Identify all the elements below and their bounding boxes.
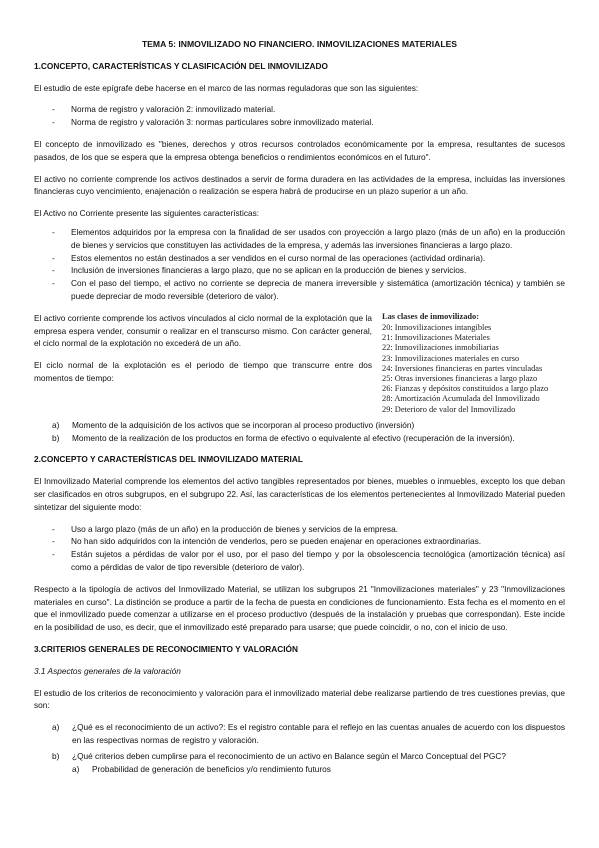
section-2-paragraph-1: El Inmovilizado Material comprende los elementos del activo tangibles representados por bienes, muebles o inmuebles, excepto los que deban ser clasificados en otros subgrupos, en el subgrupo 22. Así, las características de los elementos pertenecientes al Inmovilizado Material pueden sintetizar del siguiente modo:: [34, 476, 565, 512]
asset-class-item: 22: Inmovilizaciones inmobiliarias: [382, 343, 499, 353]
section-1-intro: El estudio de este epígrafe debe hacerse en el marco de las normas reguladoras que son las siguientes:: [34, 82, 419, 93]
characteristic-item: - Uso a largo plazo (más de un año) en la producción de bienes y servicios de la empresa.: [34, 523, 565, 536]
moment-text: Momento de la realización de los productos en forma de efectivo o equivalente al efectivo (recuperación de la inversión).: [72, 432, 515, 443]
characteristic-item: - Elementos adquiridos por la empresa con la finalidad de ser usados con proyección a largo plazo (más de un año) en la producción de bienes y servicios que constituyen las actividades de la empresa, y además las inversiones financieras a largo plazo.: [34, 226, 565, 252]
characteristics-list: [34, 226, 565, 303]
list-marker: b): [52, 750, 60, 761]
moment-text: Momento de la adquisición de los activos que se incorporan al proceso productivo (inversión): [72, 419, 415, 430]
non-current-asset-paragraph: El activo no corriente comprende los activos destinados a servir de forma duradera en las actividades de la empresa, incluidas las inversiones financieras cuyo vencimiento, enajenación o realización se espera habrá de producirse en un plazo superior a un año.: [34, 173, 565, 197]
moments-list: [34, 419, 565, 445]
asset-class-item: 28: Amortización Acumulada del Inmovilizado: [382, 394, 540, 404]
list-marker: b): [52, 432, 60, 443]
list-marker: a): [72, 763, 80, 774]
section-1-heading: 1.CONCEPTO, CARACTERÍSTICAS Y CLASIFICACIÓN DEL INMOVILIZADO: [34, 60, 328, 71]
characteristic-item: - Inclusión de inversiones financieras a largo plazo, que no se aplican en la producción de bienes y servicios.: [34, 264, 565, 277]
page-title: TEMA 5: INMOVILIZADO NO FINANCIERO. INMOVILIZACIONES MATERIALES: [141, 39, 458, 49]
question-item: [34, 750, 565, 776]
asset-classes-box: [382, 312, 565, 415]
section-2-heading: 2.CONCEPTO Y CARACTERÍSTICAS DEL INMOVILIZADO MATERIAL: [34, 454, 303, 465]
norms-list: [34, 103, 565, 129]
list-marker: a): [52, 419, 60, 430]
concept-paragraph: El concepto de inmovilizado es "bienes, derechos y otros recursos controlados económicamente por la empresa, resultantes de sucesos pasados, de los que se espera que la empresa obtenga beneficios o rendimientos económicos en el futuro".: [34, 138, 565, 162]
question-item: [34, 721, 565, 747]
moment-item: [34, 432, 565, 445]
operating-cycle-paragraph: El ciclo normal de la explotación es el periodo de tiempo que transcurre entre dos momentos de tiempo:: [34, 360, 372, 383]
characteristic-item: - Con el paso del tiempo, el activo no corriente se deprecia de manera irreversible y sistemática (amortización técnica) y también se puede depreciar de modo reversible (deterioro de valor).: [34, 277, 565, 303]
list-marker: a): [52, 722, 60, 733]
asset-class-item: 26: Fianzas y depósitos constituidos a largo plazo: [382, 384, 549, 394]
asset-class-item: 24: Inversiones financieras en partes vinculadas: [382, 363, 543, 373]
criteria-item: [72, 763, 565, 776]
questions-list: [34, 721, 565, 775]
section-3-paragraph-1: El estudio de los criterios de reconocimiento y valoración para el inmovilizado material debe realizarse partiendo de tres cuestiones previas, que son:: [34, 687, 565, 711]
subsection-3-1-heading: 3.1 Aspectos generales de la valoración: [34, 665, 181, 676]
section-3-heading: 3.CRITERIOS GENERALES DE RECONOCIMIENTO Y VALORACIÓN: [34, 643, 298, 654]
moment-item: [34, 419, 565, 432]
asset-class-item: 23: Inmovilizaciones materiales en curso: [382, 353, 520, 363]
criteria-text: Probabilidad de generación de beneficios y/o rendimiento futuros: [92, 763, 331, 774]
asset-class-item: 25: Otras inversiones financieras a largo plazo: [382, 373, 538, 383]
criteria-sublist: [72, 763, 565, 776]
norm-item: - Norma de registro y valoración 2: inmovilizado material.: [34, 103, 565, 116]
characteristic-item: - Estos elementos no están destinados a ser vendidos en el curso normal de las operaciones (actividad ordinaria).: [34, 252, 565, 265]
question-text: ¿Qué criterios deben cumplirse para el reconocimiento de un activo en Balance según el Marco Conceptual del PGC?: [72, 750, 506, 761]
asset-class-item: 20: Inmovilizaciones intangibles: [382, 322, 492, 332]
norm-item: - Norma de registro y valoración 3: normas particulares sobre inmovilizado material.: [34, 116, 565, 129]
characteristics-intro: El Activo no Corriente presente las siguientes características:: [34, 208, 260, 219]
asset-class-item: 21: Inmovilizaciones Materiales: [382, 333, 490, 343]
characteristic-item: - Están sujetos a pérdidas de valor por el uso, por el paso del tiempo y por la obsolescencia tecnológica (amortización técnica) así como a pérdidas de valor de tipo reversible (deterioro de valor).: [34, 548, 565, 574]
current-asset-paragraph: El activo corriente comprende los activos vinculados al ciclo normal de la explotación que la empresa espera vender, consumir o realizar en el transcurso mismo. Con carácter general, el ciclo normal de la explotación no excederá de un año.: [34, 312, 372, 349]
question-text: ¿Qué es el reconocimiento de un activo?: Es el registro contable para el reflejo en las cuentas anuales de acuerdo con los dispuestos en las respectivas normas de registro y valoración.: [72, 722, 565, 745]
section-2-paragraph-2: Respecto a la tipología de activos del Inmovilizado Material, se utilizan los subgrupos 21 "Inmovilizaciones materiales" y 23 "Inmovilizaciones materiales en curso". La distinción se produce a partir de la fecha de puesta en condiciones de funcionamiento. Esta fecha es el momento en el que el inmovilizado puede comenzar a utilizarse en el proceso productivo (después de la instalación y pruebas que correspondan). Este incide en la posibilidad de uso, es decir, que el inmovilizado esté preparado para usarse; que puede coincidir, o no, con el inicio de uso.: [34, 583, 565, 633]
asset-classes-title: Las clases de inmovilizado:: [382, 311, 480, 321]
characteristic-item: - No han sido adquiridos con la intención de venderlos, pero se pueden enajenar en operaciones extraordinarias.: [34, 535, 565, 548]
tangible-asset-characteristics: [34, 523, 565, 574]
asset-class-item: 29: Deterioro de valor del Inmovilizado: [382, 404, 516, 414]
